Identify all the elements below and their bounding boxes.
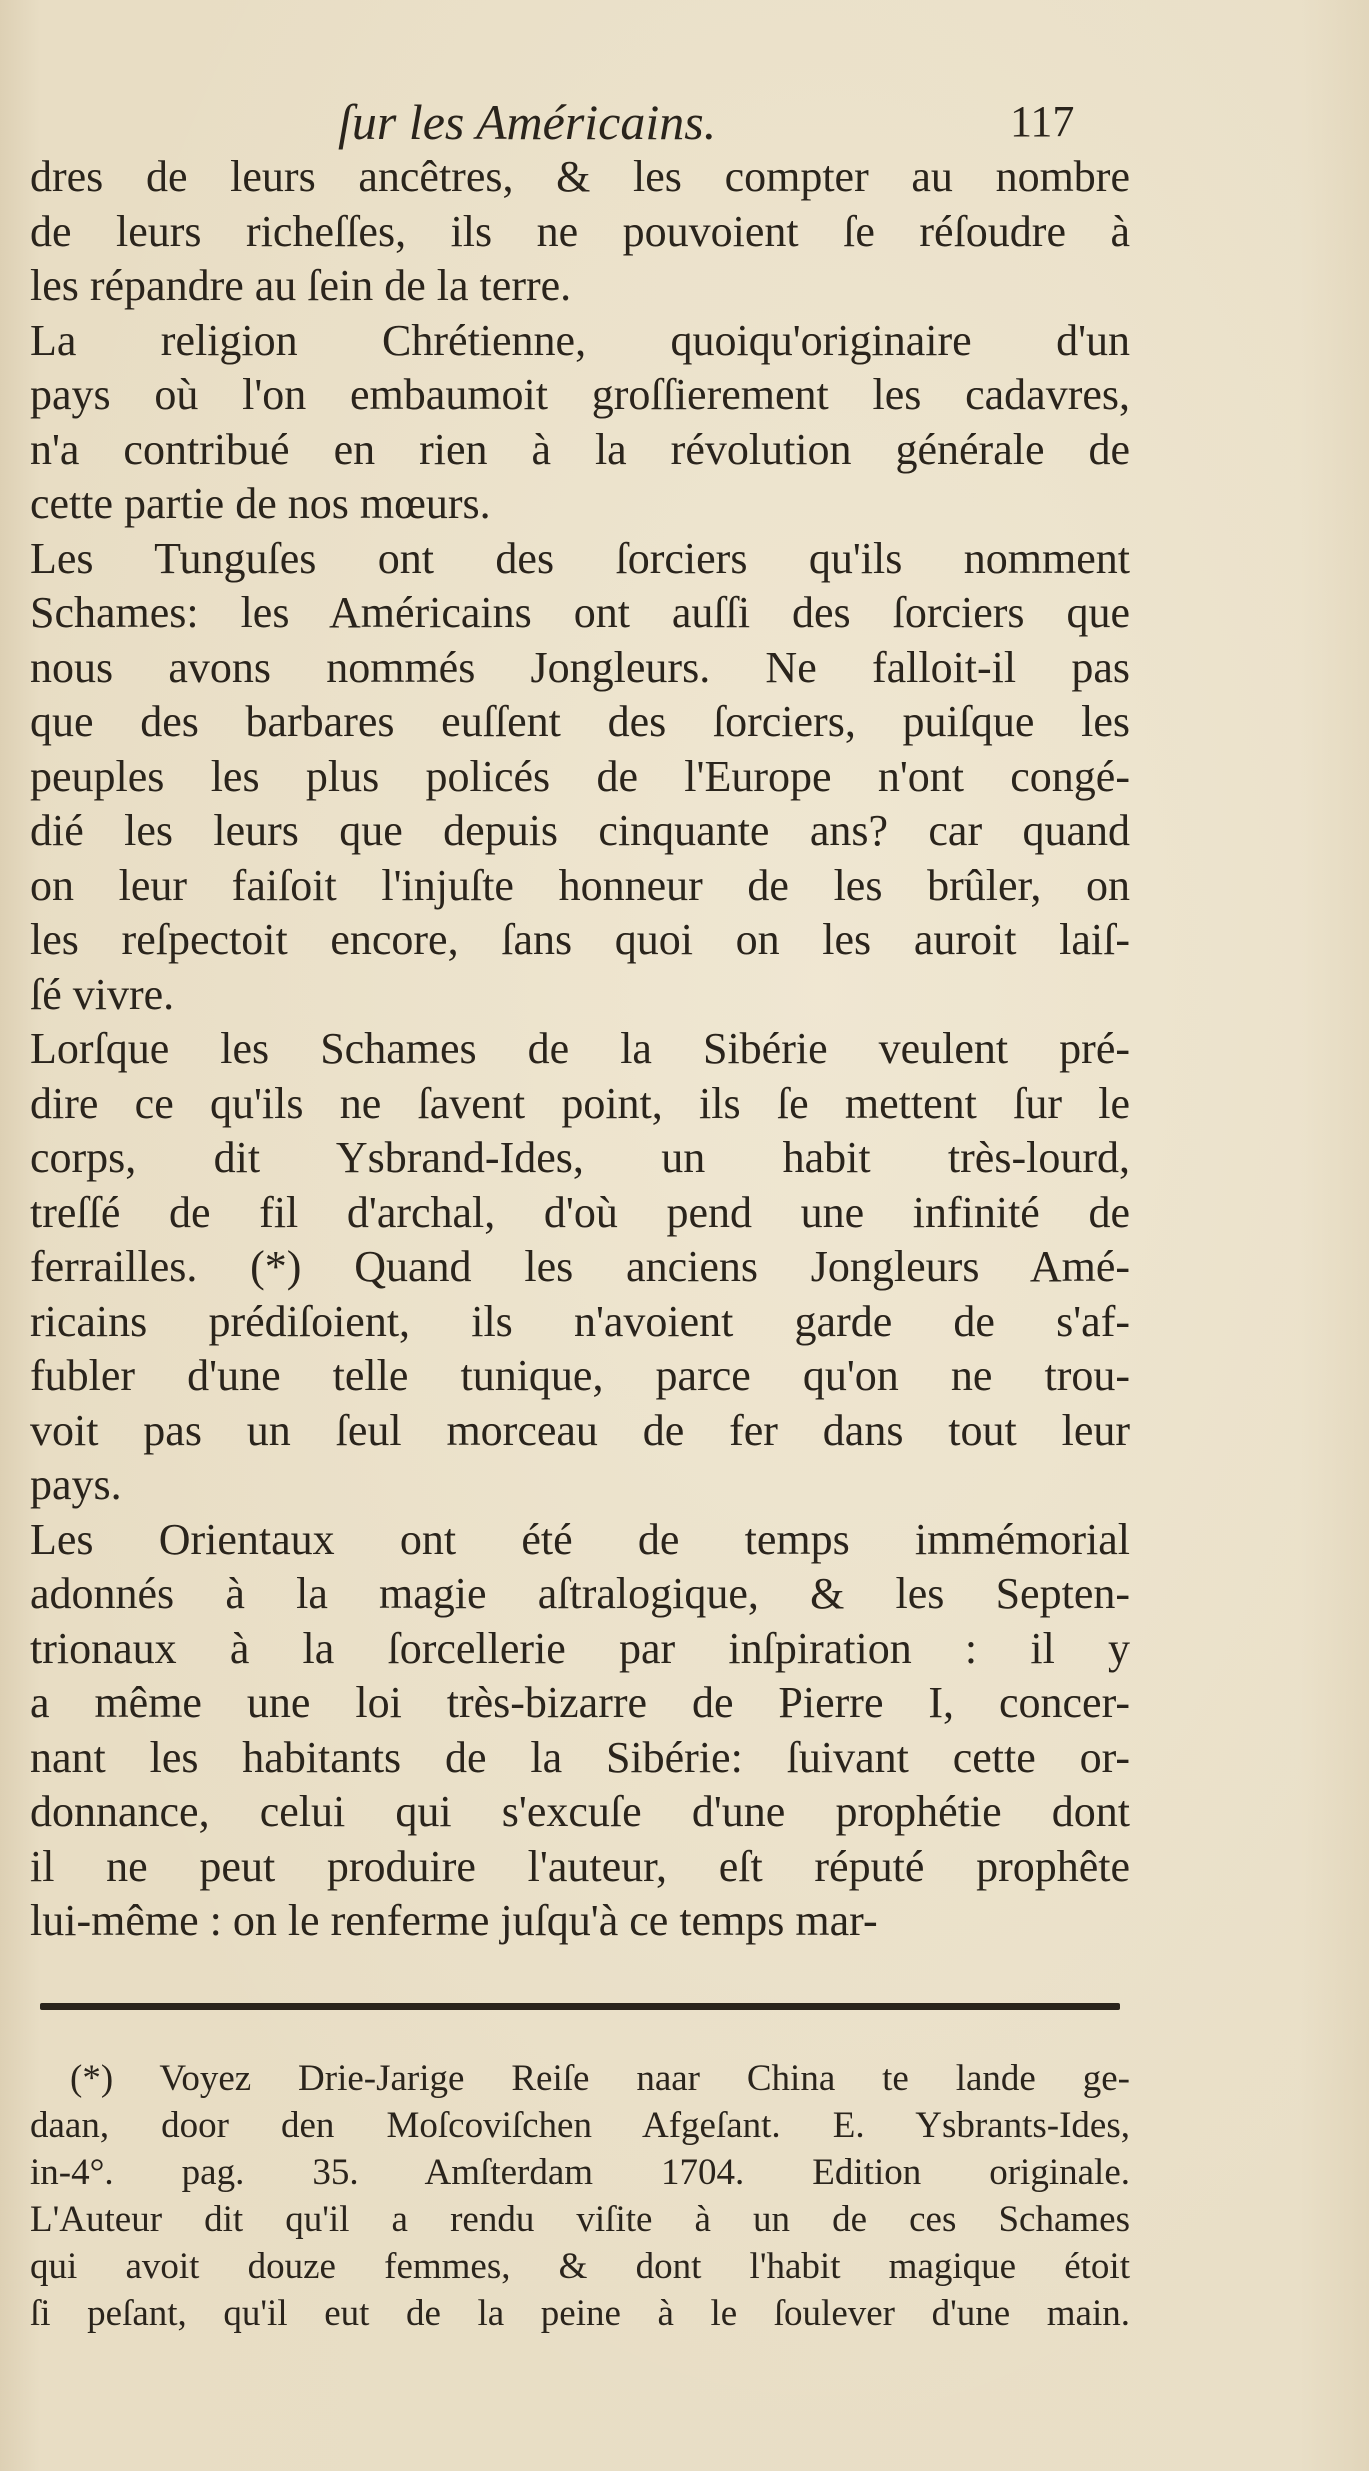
text-line: cette partie de nos mœurs. xyxy=(30,479,491,528)
footnote-line: ſi peſant, qu'il eut de la peine à le ſoulever d'une main. xyxy=(30,2293,1130,2334)
footnote-line: (*) Voyez Drie-Jarige Reiſe naar China te lande ge- xyxy=(70,2058,1130,2099)
text-line: dres de leurs ancêtres, & les compter au nombre xyxy=(30,152,1130,201)
page-number: 117 xyxy=(1010,97,1075,146)
footnote-line: in-4°. pag. 35. Amſterdam 1704. Edition originale. xyxy=(30,2152,1130,2193)
text-line: voit pas un ſeul morceau de fer dans tout leur xyxy=(30,1405,1130,1455)
text-line: ricains prédiſoient, ils n'avoient garde de s'af- xyxy=(30,1296,1130,1346)
text-line: pays. xyxy=(30,1460,122,1509)
text-line: La religion Chrétienne, quoiqu'originaire d'un xyxy=(30,315,1130,365)
text-line: n'a contribué en rien à la révolution générale de xyxy=(30,424,1130,474)
text-line: de leurs richeſſes, ils ne pouvoient ſe réſoudre à xyxy=(30,206,1130,256)
text-line: il ne peut produire l'auteur, eſt réputé prophête xyxy=(30,1841,1130,1891)
text-line: a même une loi très-bizarre de Pierre I, concer- xyxy=(30,1678,1130,1727)
footnote-line: L'Auteur dit qu'il a rendu viſite à un de ces Schames xyxy=(30,2199,1130,2240)
text-line: trionaux à la ſorcellerie par inſpiration : il y xyxy=(30,1623,1130,1673)
text-line: Lorſque les Schames de la Sibérie veulent pré- xyxy=(30,1024,1130,1073)
text-line: ferrailles. (*) Quand les anciens Jongleurs Amé- xyxy=(30,1242,1130,1291)
footnote xyxy=(30,2055,1130,2337)
text-line: peuples les plus policés de l'Europe n'ont congé- xyxy=(30,751,1130,801)
footnote-line: daan, door den Moſcoviſchen Afgeſant. E. Ysbrants-Ides, xyxy=(30,2105,1130,2146)
running-head-title: ſur les Américains. xyxy=(338,94,717,150)
text-line: corps, dit Ysbrand-Ides, un habit très-lourd, xyxy=(30,1133,1130,1182)
running-head xyxy=(0,92,1369,152)
text-line: nant les habitants de la Sibérie: ſuivant cette or- xyxy=(30,1732,1130,1782)
text-line: nous avons nommés Jongleurs. Ne falloit-il pas xyxy=(30,642,1130,692)
text-line: on leur faiſoit l'injuſte honneur de les brûler, on xyxy=(30,860,1130,910)
text-line: ſé vivre. xyxy=(30,969,175,1019)
text-line: Les Orientaux ont été de temps immémorial xyxy=(30,1514,1130,1564)
text-line: donnance, celui qui s'excuſe d'une prophétie dont xyxy=(30,1787,1130,1836)
text-line: adonnés à la magie aſtralogique, & les Septen- xyxy=(30,1569,1130,1618)
text-line: treſſé de fil d'archal, d'où pend une infinité de xyxy=(30,1187,1130,1237)
text-line: fubler d'une telle tunique, parce qu'on ne trou- xyxy=(30,1351,1130,1400)
footnote-line: qui avoit douze femmes, & dont l'habit magique étoit xyxy=(30,2246,1130,2287)
text-line: pays où l'on embaumoit groſſierement les cadavres, xyxy=(30,370,1130,419)
footnote-rule xyxy=(40,2003,1120,2010)
text-line: dire ce qu'ils ne ſavent point, ils ſe mettent ſur le xyxy=(30,1078,1130,1128)
text-line: Schames: les Américains ont auſſi des ſorciers que xyxy=(30,588,1130,637)
text-line: les reſpectoit encore, ſans quoi on les auroit laiſ- xyxy=(30,915,1130,964)
text-line: lui-même : on le renferme juſqu'à ce temps mar- xyxy=(30,1896,878,1945)
text-line: que des barbares euſſent des ſorciers, puiſque les xyxy=(30,697,1130,746)
text-line: dié les leurs que depuis cinquante ans? car quand xyxy=(30,806,1130,855)
body-text xyxy=(30,150,1130,1949)
text-line: Les Tunguſes ont des ſorciers qu'ils nomment xyxy=(30,533,1130,583)
text-line: les répandre au ſein de la terre. xyxy=(30,261,572,310)
